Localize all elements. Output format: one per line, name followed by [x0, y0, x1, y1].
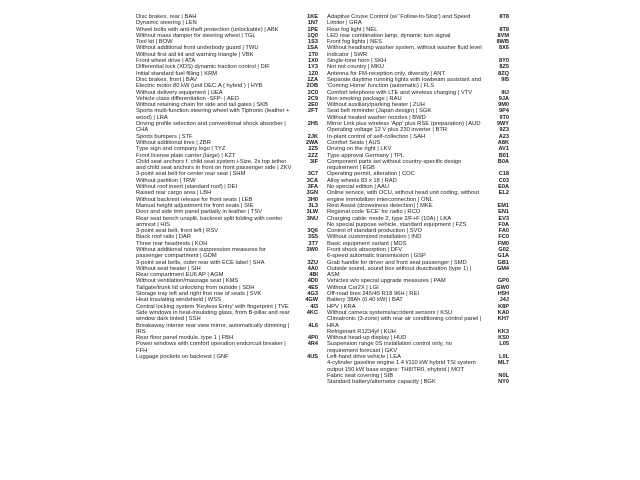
equipment-code: EN1 [498, 209, 509, 216]
equipment-code: 4E5 [308, 284, 318, 291]
equipment-description: Without headlamp washer system, without washer fluid level indicator | SWR [327, 45, 482, 58]
equipment-description: Without camera systems/accident sensors | KSU [327, 309, 453, 316]
equipment-row [136, 323, 318, 336]
equipment-description: Grab handle for driver and front seat passenger | SMD [327, 259, 467, 266]
equipment-code: GB1 [497, 259, 509, 266]
equipment-code: 1PE [307, 26, 318, 33]
equipment-description: Rear seat bench unsplit, backrest split folding with center armrest | HIS [136, 215, 283, 228]
equipment-description: Without backrest release for front seats | LEB [136, 196, 253, 203]
equipment-row [136, 341, 318, 354]
equipment-description: Basic equipment variant | MDS [327, 240, 407, 247]
equipment-row [136, 121, 318, 134]
equipment-description: 4-cylinder gasoline engine 1.4 l/110 kW hybrid TSI system output 150 kW base engine: TH8/TR0, ehybrid | MOT [327, 360, 476, 373]
equipment-row [136, 310, 318, 323]
equipment-description: Without first aid kit and warning triangle | VBK [136, 51, 254, 58]
equipment-description: Child seat anchors f. child seat system i-Size, 2x top tether and child seat anchors in front on front passenger side | ZKV [136, 158, 292, 172]
equipment-code: NY0 [498, 379, 509, 386]
equipment-row [327, 316, 509, 329]
equipment-description: Luggage pockets on backrest | GNF [136, 354, 229, 361]
equipment-row [327, 14, 509, 27]
equipment-description: Tool kit | BOW [136, 39, 173, 46]
equipment-description: Regional code 'ECE' for radio | RCO [327, 209, 421, 216]
equipment-description: No special purpose vehicle, standard equipment | FZS [327, 221, 467, 228]
equipment-code: 4G3 [307, 291, 318, 298]
equipment-code: 1N7 [307, 20, 318, 27]
equipment-code: 9T0 [499, 114, 509, 121]
equipment-description: Standard battery/alternator capacity | BGK [327, 379, 436, 386]
equipment-row [136, 216, 318, 229]
equipment-description: Electric motor 80 kW (unit DEC.A ( hybrid ) | HYB [136, 83, 263, 90]
equipment-description: Rest Assist (drowsiness detection) | MKE [327, 202, 433, 209]
equipment-code: 1Z0 [308, 70, 318, 77]
equipment-description: Heat insulating windshield | WSS [136, 297, 221, 304]
equipment-description: No special edition | AAU [327, 184, 390, 191]
equipment-description: Without Car2X | LGI [327, 284, 379, 291]
equipment-code: 2FT [308, 108, 318, 115]
equipment-description: 6-speed automatic transmission | GSP [327, 253, 426, 260]
equipment-description: Disc brakes, front | BAV [136, 76, 197, 83]
equipment-code: 8Y0 [499, 58, 509, 65]
equipment-row [327, 159, 509, 172]
equipment-code: 9IJ [501, 89, 509, 96]
equipment-description: Without additional noise suppression measures for passenger compartment | GDM [136, 246, 266, 260]
equipment-code: FA0 [498, 228, 509, 235]
equipment-code: B0A [497, 158, 509, 165]
equipment-description: Sports multi-function steering wheel with Tiptronic (leather + wood) | LRA [136, 108, 290, 121]
equipment-description: Not not country | MKU [327, 64, 384, 71]
equipment-code: 1X0 [308, 58, 318, 65]
equipment-code: L0L [499, 354, 509, 361]
equipment-description: Storage tray left and right first row of seats | SVK [136, 291, 262, 298]
equipment-code: 3IF [309, 158, 318, 165]
equipment-code: 4A0 [307, 265, 318, 272]
equipment-description: Breakaway interior rear view mirror, automatically dimming | IRS [136, 322, 290, 335]
equipment-code: 3CA [306, 177, 318, 184]
equipment-description: Without auxiliary/parking heater | ZUH [327, 102, 425, 109]
equipment-row [136, 108, 318, 121]
equipment-description: Charging cable: mode 2, type 2/F+F (10A) | LKA [327, 215, 452, 222]
equipment-code: N0L [498, 372, 509, 379]
equipment-code: H5H [497, 291, 509, 298]
equipment-description: Raised rear cargo area | LBH [136, 190, 212, 197]
equipment-description: Single-tone horn | SKH [327, 58, 387, 65]
equipment-description: LED rear combination lamp, dynamic turn signal [327, 32, 451, 39]
equipment-code: 3C7 [307, 171, 318, 178]
equipment-code: 4L6 [308, 322, 318, 329]
equipment-code: J4J [499, 297, 509, 304]
equipment-code: 2E0 [308, 102, 318, 109]
equipment-description: Differential lock (XDS) dynamic traction control | DIF [136, 64, 270, 71]
equipment-description: Without additional front underbody guard | TWU [136, 45, 259, 52]
equipment-description: Rear fog light | NEL [327, 26, 378, 33]
equipment-description: Dynamic steering | LEN [136, 20, 197, 27]
equipment-code: 9M0 [498, 102, 509, 109]
equipment-code: 3T7 [308, 240, 318, 247]
equipment-description: 3-point seat belt for center rear seat | SHM [136, 171, 246, 178]
equipment-description: Central locking system 'Keyless Entry' with fingerprint | TVE [136, 303, 289, 310]
equipment-code: 8ZQ [498, 70, 509, 77]
equipment-description: Three rear headrests | KOH [136, 240, 208, 247]
equipment-description: Suspension range 0S installation control only, no requirement forecast | GKV [327, 341, 452, 354]
equipment-description: Side windows in heat-insulating glass, from B-pillar and rear window dark tinted | SSH [136, 309, 290, 323]
equipment-description: Mirror Link plus wireless 'App' plus RSE (preparation) | AUD [327, 121, 481, 128]
equipment-code: 1Y3 [308, 64, 318, 71]
equipment-description: Front license plate carrier (large) | KZT [136, 152, 236, 159]
equipment-description: Without retaining chain for side and tail gates | SKB [136, 102, 269, 109]
equipment-code: 2H5 [307, 121, 318, 128]
equipment-description: Front fog lights | NES [327, 39, 382, 46]
equipment-description: Driving profile selection and conventional shock absorber | CHA [136, 121, 286, 134]
equipment-code: AV1 [498, 146, 509, 153]
equipment-code: 9I5 [501, 76, 509, 83]
equipment-description: Operating voltage 12 V plus 230 inverter | BTR [327, 127, 448, 134]
equipment-code: C18 [498, 171, 509, 178]
equipment-code: 1S3 [308, 39, 318, 46]
equipment-row [327, 266, 509, 279]
equipment-description: Without roof insert (standard roof) | DEI [136, 184, 238, 191]
equipment-description: Manual height adjustment for front seats | SIE [136, 202, 254, 209]
equipment-code: GW0 [496, 284, 509, 291]
equipment-row [327, 360, 509, 373]
equipment-row [136, 247, 318, 260]
equipment-code: 2C9 [307, 95, 318, 102]
equipment-code: KH7 [497, 316, 509, 323]
equipment-code: 4P0 [308, 335, 318, 342]
equipment-description: 3-point seat belt, front left | RSV [136, 228, 219, 235]
equipment-code: K8P [498, 303, 509, 310]
equipment-description: Comfort Seats | AUS [327, 139, 381, 146]
equipment-code: 2JK [307, 133, 318, 140]
equipment-code: 3Q6 [307, 228, 318, 235]
equipment-code: 8X6 [499, 45, 509, 52]
equipment-code: 3LW [306, 209, 318, 216]
equipment-code: 2Z5 [308, 146, 318, 153]
equipment-code: F0A [498, 221, 509, 228]
equipment-code: 8T8 [499, 26, 509, 33]
equipment-description: Initial standard fuel filling | KRM [136, 70, 218, 77]
equipment-code: 3S5 [308, 234, 318, 241]
equipment-description: Without ventilation/massage seat | KMS [136, 278, 239, 285]
equipment-description: HPV | KRA [327, 303, 356, 310]
equipment-code: FC0 [498, 234, 509, 241]
equipment-code: G1A [497, 253, 509, 260]
equipment-description: Climatronic (3-zone) with rear air conditioning control panel | HKA [327, 316, 482, 329]
equipment-code: 2C0 [307, 89, 318, 96]
equipment-description: Without additional tires | ZBR [136, 139, 211, 146]
equipment-description: Rear floor panel module, type 1 | FBH [136, 335, 234, 342]
equipment-description: Comfort telephone with LTE and wireless charging | VTV [327, 89, 473, 96]
equipment-description: Front shock absorption | DFV [327, 246, 403, 253]
equipment-description: Without head-up display | HUD [327, 335, 407, 342]
equipment-code: 4GW [305, 297, 318, 304]
equipment-code: 4KC [306, 309, 318, 316]
equipment-description: In-plant control of self-collection | SAH [327, 133, 426, 140]
equipment-description: Adaptive Cruise Control (w/ 'Follow-to-Stop') and Speed Limiter | GRA [327, 14, 471, 27]
equipment-description: Fabric seat covering | SIB [327, 372, 394, 379]
equipment-code: 9Z3 [499, 127, 509, 134]
equipment-description: Black roof rails | DAR [136, 234, 191, 241]
equipment-code: 3NU [306, 215, 318, 222]
equipment-description: Sports bumpers | STF [136, 133, 193, 140]
equipment-code: 9P4 [499, 108, 509, 115]
equipment-code: 8VM [497, 32, 509, 39]
equipment-code: 3GN [306, 190, 318, 197]
equipment-code: EV3 [498, 215, 509, 222]
equipment-code: 2ZZ [308, 152, 318, 159]
equipment-code: 1KE [307, 14, 318, 20]
equipment-row [327, 77, 509, 90]
equipment-row [327, 341, 509, 354]
equipment-description: Vehicle class differentiation -SFP- | AED [136, 95, 239, 102]
equipment-description: Outside sound, sound box without deactivation (type 1) | ASM [327, 265, 472, 279]
equipment-code: 8T8 [499, 14, 509, 20]
equipment-code: 1ZA [307, 76, 318, 83]
equipment-code: B01 [498, 152, 509, 159]
equipment-code: 4D0 [307, 278, 318, 285]
equipment-description: Refrigerant R1234yf | KUH [327, 328, 396, 335]
equipment-description: Non-smoking package | RAU [327, 95, 402, 102]
equipment-description: Battery 38Ah (0.40 kW) | BAT [327, 297, 403, 304]
equipment-description: Without mass damper for steering wheel | TGL [136, 32, 256, 39]
equipment-code: E0A [498, 184, 509, 191]
equipment-code: FM0 [497, 240, 509, 247]
equipment-code: EL2 [498, 190, 509, 197]
equipment-code: 3L3 [308, 202, 318, 209]
equipment-description: Operating permit, alteration | COC [327, 171, 415, 178]
equipment-row [136, 159, 318, 172]
equipment-description: Alloy wheels 83 x 18 | RAD [327, 177, 397, 184]
equipment-description: Disc brakes, rear | BAH [136, 14, 197, 20]
equipment-code: KA0 [497, 309, 509, 316]
equipment-description: Online service, with OCU, without head unit coding, without engine immobilizer interconnection | ONL [327, 190, 480, 203]
equipment-code: L05 [499, 341, 509, 348]
equipment-code: A23 [498, 133, 509, 140]
equipment-description: Without delivery equipment | UEA [136, 89, 223, 96]
equipment-description: Without heated washer nozzles | BWD [327, 114, 426, 121]
equipment-code: 1SA [307, 45, 318, 52]
equipment-list-left [136, 14, 318, 472]
equipment-description: Type approval Germany | TPL [327, 152, 405, 159]
equipment-code: 4I3 [310, 303, 318, 310]
equipment-code: EM1 [497, 202, 509, 209]
equipment-description: Power windows with comfort operation endcircuit breaker | FFH [136, 341, 286, 354]
equipment-code: ML7 [497, 360, 509, 367]
equipment-description: Tailgate/trunk lid unlocking from outside | SDH [136, 284, 255, 291]
equipment-description: Without seat heater | SIH [136, 265, 201, 272]
equipment-description: Without customized installation | IND [327, 234, 422, 241]
equipment-row [327, 379, 509, 385]
equipment-description: Wheel bolts with anti-theft protection (unlockable) | ABK [136, 26, 279, 33]
equipment-description: Control of standard production | SVO [327, 228, 422, 235]
equipment-description: Separate daytime running lights with lowbeam assistant and 'Coming Home' function (automatic) | FLS [327, 76, 482, 90]
equipment-description: Front wheel drive | ATA [136, 58, 196, 65]
equipment-code: 3H0 [307, 196, 318, 203]
equipment-description: Vehicles w/o special upgrade measures | PAM [327, 278, 446, 285]
equipment-description: Door and side trim panel partially in leather | TSV [136, 209, 263, 216]
equipment-code: 3ZU [307, 259, 318, 266]
equipment-code: 2OB [306, 83, 318, 90]
equipment-description: Rear compartment EU6 AP | AGM [136, 272, 224, 279]
equipment-code: GP0 [497, 278, 509, 285]
equipment-description: Seat belt reminder (Japan design) | SGK [327, 108, 432, 115]
equipment-code: 1Q0 [307, 32, 318, 39]
equipment-code: GM4 [496, 265, 509, 272]
equipment-description: 3-point seat belts, outer rear with ECE label | SHA [136, 259, 265, 266]
equipment-code: 4R4 [307, 341, 318, 348]
equipment-description: Without partition | TRW [136, 177, 196, 184]
equipment-code: KS0 [498, 335, 509, 342]
equipment-code: 9WY [496, 121, 509, 128]
equipment-code: 4US [307, 354, 318, 361]
equipment-code: 8Z5 [499, 64, 509, 71]
equipment-list-right [327, 14, 509, 472]
equipment-code: KK3 [497, 328, 509, 335]
equipment-row [327, 45, 509, 58]
equipment-code: C03 [498, 177, 509, 184]
equipment-code: 2WA [305, 139, 318, 146]
equipment-code: G02 [498, 246, 509, 253]
equipment-description: Left-hand drive vehicle | LEA [327, 354, 402, 361]
equipment-code: 3FA [307, 184, 318, 191]
equipment-description: Antenna for FM-reception only, diversity | ANT [327, 70, 446, 77]
equipment-code: 4BI [309, 272, 318, 279]
equipment-description: Component parts set without country-specific design requirement | EGB [327, 158, 462, 172]
equipment-description: Off-road tires 245/45 R18 96H | REI [327, 291, 419, 298]
equipment-code: 3W0 [306, 246, 318, 253]
equipment-code: 1T0 [308, 51, 318, 58]
equipment-code: 9JA [498, 95, 509, 102]
equipment-code: A8K [497, 139, 509, 146]
equipment-description: Driving on the right | LKV [327, 146, 392, 153]
equipment-description: Type sign and company logo | TYZ [136, 146, 226, 153]
equipment-row [136, 354, 318, 360]
equipment-code: 8WB [496, 39, 509, 46]
equipment-row [327, 190, 509, 203]
